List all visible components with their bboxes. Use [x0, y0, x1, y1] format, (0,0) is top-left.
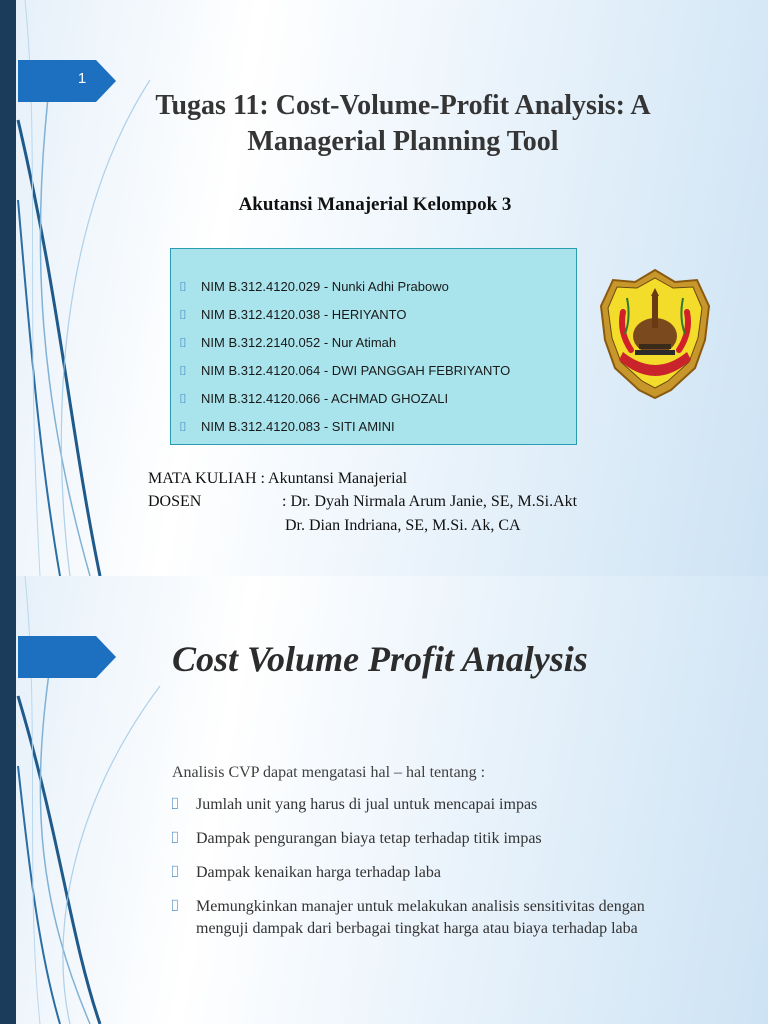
members-list: [179, 279, 510, 447]
tab-arrow-icon: [18, 60, 116, 102]
slide-tab: [18, 636, 116, 678]
tab-arrow-icon: [18, 636, 116, 678]
member-item: [179, 363, 510, 391]
point-text: Memungkinkan manajer untuk melakukan analisis sensitivitas dengan menguji dampak dari berbagai tingkat harga atau biaya terhadap laba: [196, 898, 645, 937]
square-bullet-icon: ⌷: [179, 279, 187, 294]
sidebar-bar: [0, 576, 16, 1024]
square-bullet-icon: ⌷: [179, 419, 187, 434]
point-text: Jumlah unit yang harus di jual untuk mencapai impas: [196, 796, 538, 813]
square-bullet-icon: ⌷: [170, 796, 180, 813]
slide-2-intro: Analisis CVP dapat mengatasi hal – hal tentang :: [172, 764, 486, 781]
dosen-label: DOSEN: [148, 493, 202, 510]
list-item: [170, 862, 710, 884]
point-text: Dampak kenaikan harga terhadap laba: [196, 864, 441, 881]
cvp-points-list: [170, 794, 710, 952]
member-text: NIM B.312.2140.052 - Nur Atimah: [201, 335, 397, 350]
point-text: Dampak pengurangan biaya tetap terhadap titik impas: [196, 830, 542, 847]
member-text: NIM B.312.4120.038 - HERIYANTO: [201, 307, 407, 322]
slide-number-tab: [18, 60, 116, 102]
dosen-line-1: : Dr. Dyah Nirmala Arum Janie, SE, M.Si.Akt: [282, 493, 578, 510]
member-item: [179, 335, 510, 363]
members-box: [170, 248, 577, 445]
square-bullet-icon: ⌷: [170, 830, 180, 847]
square-bullet-icon: ⌷: [179, 363, 187, 378]
dosen-line-2: Dr. Dian Indriana, SE, M.Si. Ak, CA: [285, 517, 521, 534]
slide-2-title: Cost Volume Profit Analysis: [172, 639, 588, 679]
list-item: [170, 828, 710, 850]
member-text: NIM B.312.4120.083 - SITI AMINI: [201, 419, 395, 434]
square-bullet-icon: ⌷: [179, 307, 187, 322]
sidebar-bar: [0, 0, 16, 576]
slide-subtitle: Akutansi Manajerial Kelompok 3: [238, 194, 512, 215]
member-item: [179, 419, 510, 447]
member-item: [179, 391, 510, 419]
member-text: NIM B.312.4120.066 - ACHMAD GHOZALI: [201, 391, 449, 406]
member-text: NIM B.312.4120.064 - DWI PANGGAH FEBRIYANTO: [201, 363, 511, 378]
square-bullet-icon: ⌷: [170, 864, 180, 881]
member-item: [179, 279, 510, 307]
square-bullet-icon: ⌷: [179, 391, 187, 406]
member-text: NIM B.312.4120.029 - Nunki Adhi Prabowo: [201, 279, 449, 294]
member-item: [179, 307, 510, 335]
course-line: MATA KULIAH : Akuntansi Manajerial: [148, 470, 408, 487]
slide-title: Tugas 11: Cost-Volume-Profit Analysis: A Managerial Planning Tool: [155, 90, 651, 157]
list-item: [170, 794, 710, 816]
square-bullet-icon: ⌷: [179, 335, 187, 350]
list-item: [170, 896, 710, 940]
university-crest-icon: [597, 268, 713, 400]
slide-number: 1: [77, 70, 87, 87]
square-bullet-icon: ⌷: [170, 898, 180, 915]
